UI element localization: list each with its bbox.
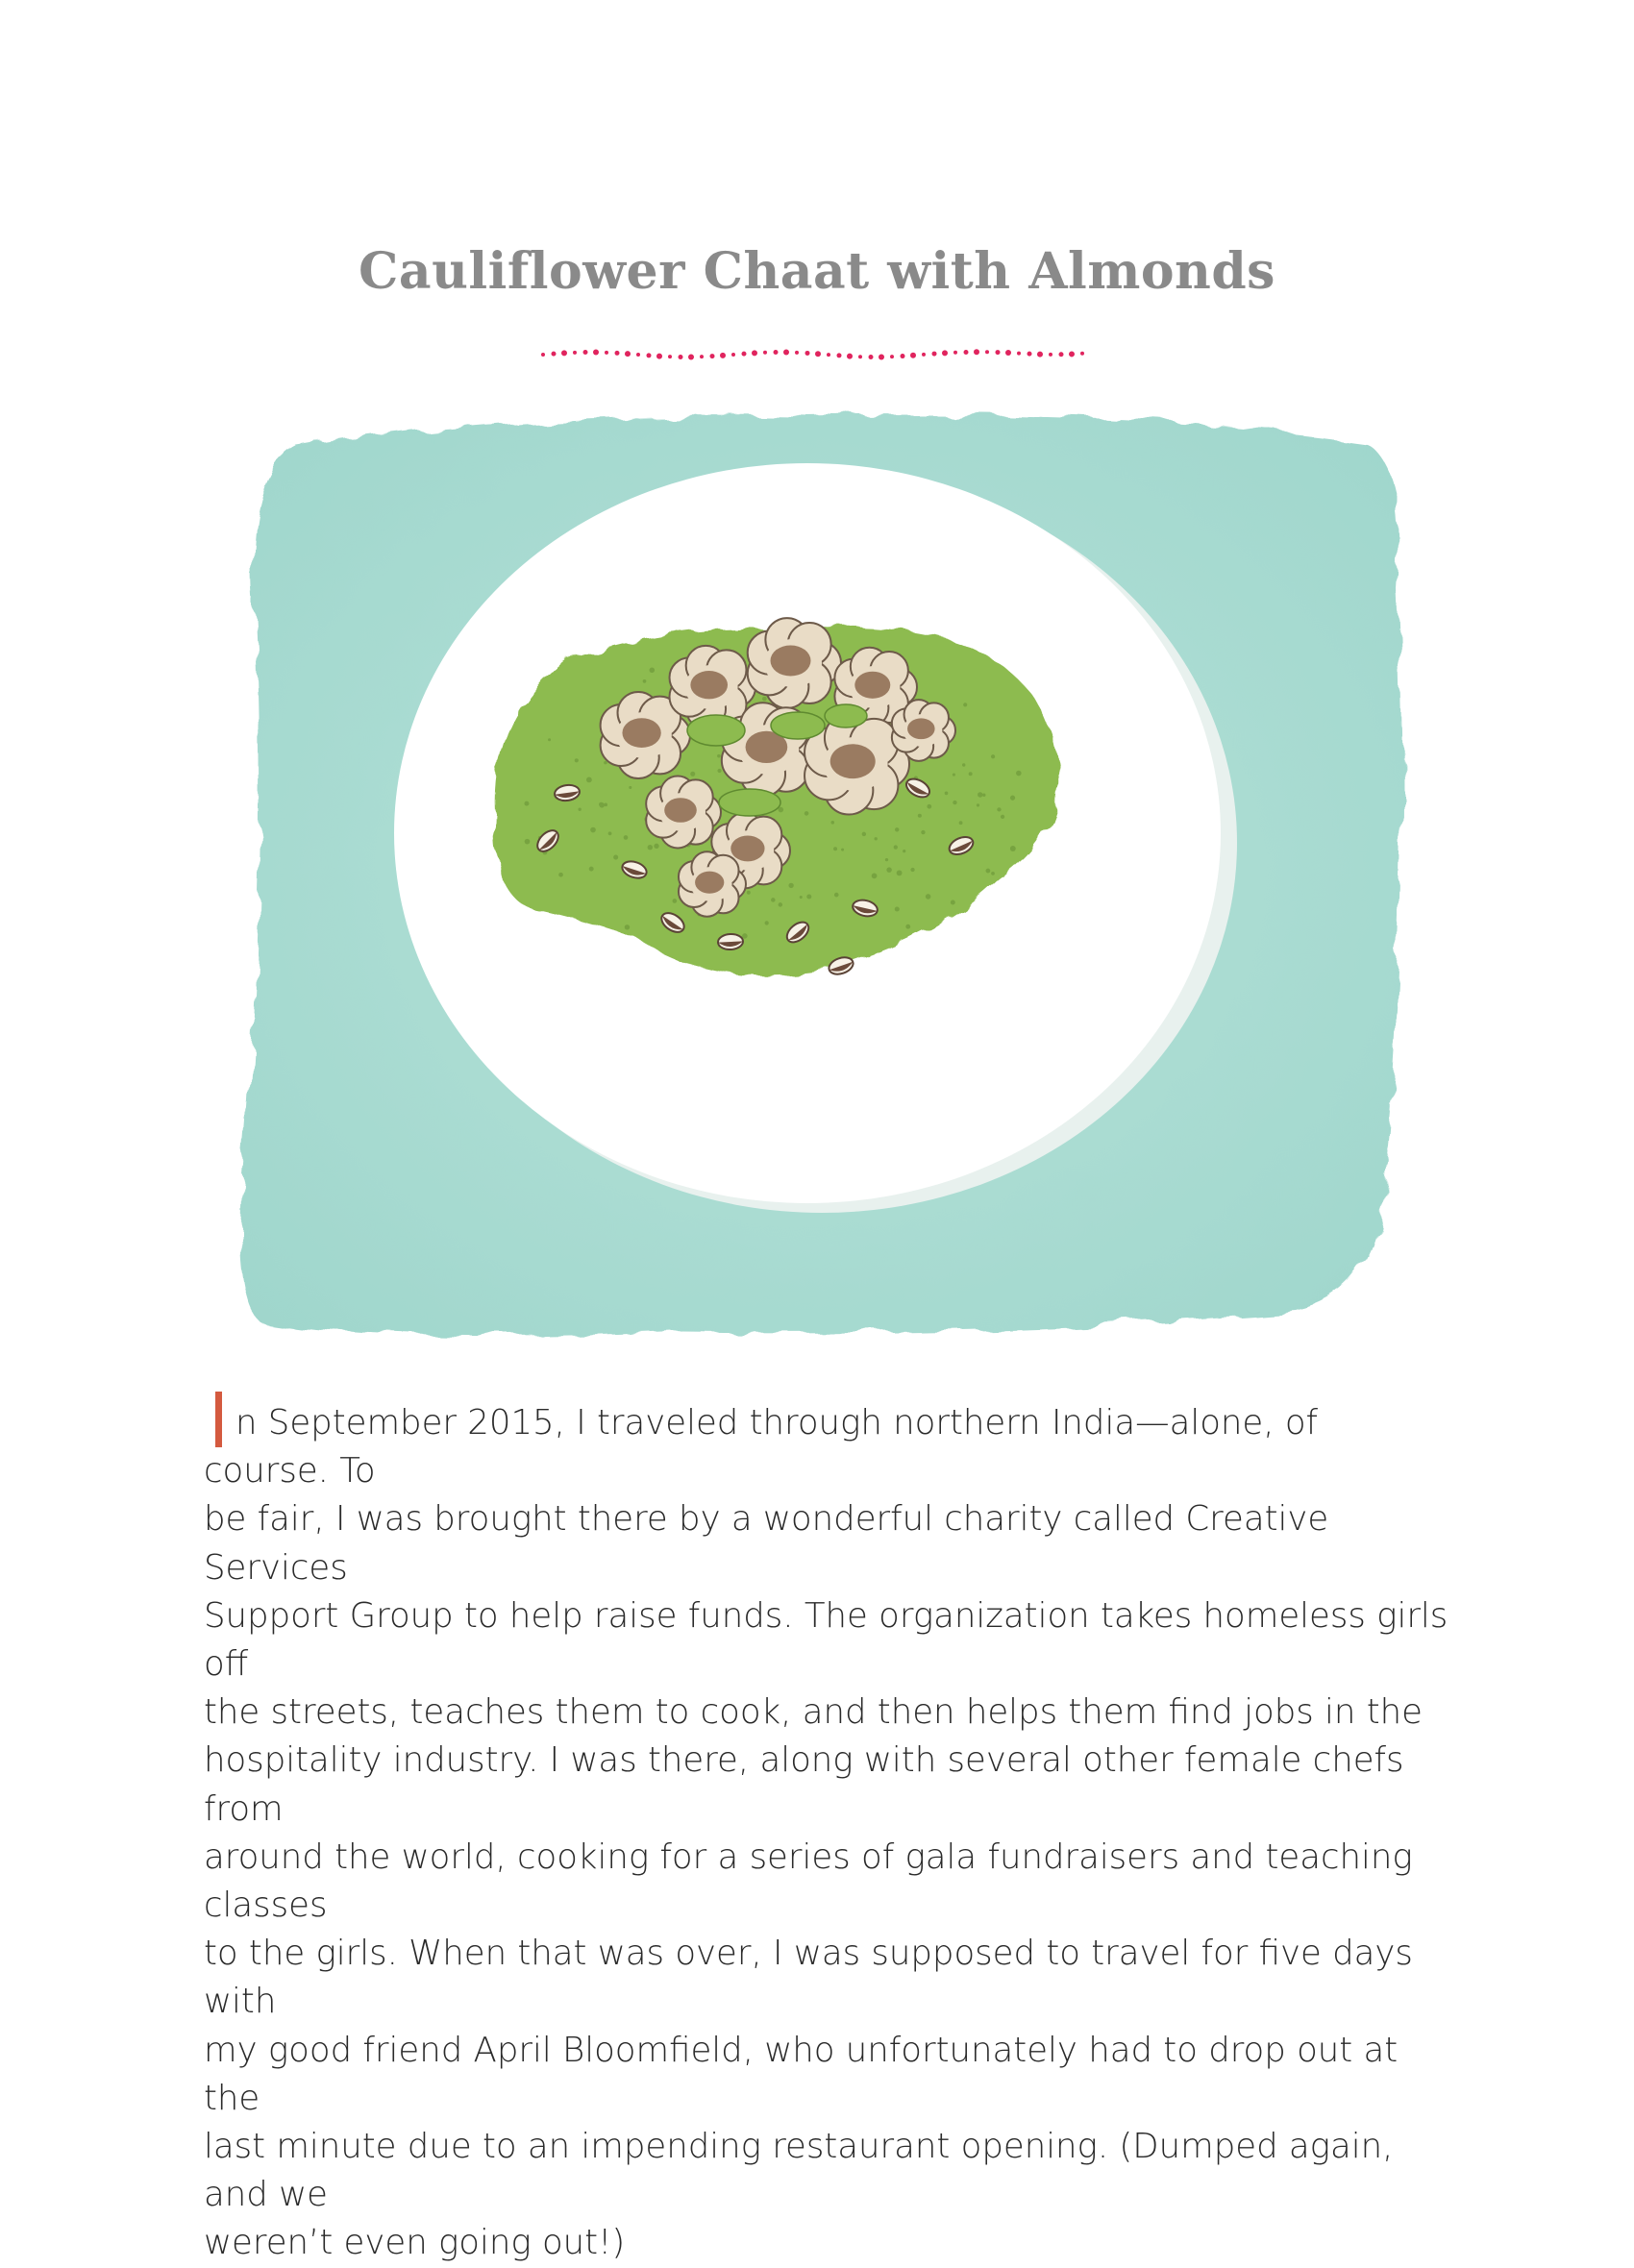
herb-speck bbox=[885, 858, 888, 861]
herb-speck bbox=[779, 902, 783, 907]
herb-speck bbox=[558, 873, 563, 877]
herb-speck bbox=[895, 827, 899, 831]
divider-dot bbox=[996, 350, 1001, 355]
herb-speck bbox=[945, 792, 949, 796]
divider-dot bbox=[583, 350, 588, 355]
divider-dot bbox=[688, 354, 694, 359]
divider-dot bbox=[922, 353, 926, 357]
drop-cap bbox=[215, 1392, 222, 1447]
herb-speck bbox=[830, 821, 834, 825]
divider-dot bbox=[837, 353, 842, 357]
herb-speck bbox=[613, 854, 618, 859]
herb-speck bbox=[951, 900, 955, 905]
divider-dot bbox=[953, 351, 957, 355]
divider-dot bbox=[573, 351, 577, 355]
divider-dot bbox=[615, 351, 620, 356]
herb-speck bbox=[1016, 771, 1022, 777]
herb-speck bbox=[643, 679, 647, 683]
divider-dot bbox=[552, 352, 557, 357]
herb-speck bbox=[590, 827, 596, 833]
sauce-dab bbox=[687, 715, 745, 746]
sauce-dab bbox=[825, 704, 867, 727]
divider-dot bbox=[710, 354, 715, 358]
herb-speck bbox=[1001, 815, 1004, 819]
herb-speck bbox=[872, 873, 878, 878]
herb-speck bbox=[788, 883, 793, 888]
herb-speck bbox=[895, 906, 900, 911]
intro-paragraph bbox=[204, 1392, 1453, 2268]
herb-speck bbox=[599, 802, 604, 807]
herb-speck bbox=[608, 831, 612, 835]
herb-speck bbox=[624, 835, 629, 840]
divider-dot bbox=[974, 349, 979, 355]
herb-speck bbox=[978, 792, 982, 797]
herb-speck bbox=[886, 867, 891, 872]
divider-dot bbox=[742, 352, 747, 357]
herb-speck bbox=[625, 924, 630, 929]
divider-dot bbox=[932, 352, 937, 357]
herb-speck bbox=[874, 837, 877, 840]
page-title: Cauliflower Chaat with Almonds bbox=[359, 242, 1275, 301]
herb-speck bbox=[717, 754, 721, 758]
divider-dot bbox=[879, 354, 884, 359]
herb-speck bbox=[586, 777, 592, 782]
divider-dot bbox=[720, 353, 726, 358]
divider-dot bbox=[869, 355, 874, 359]
divider-dot bbox=[805, 351, 810, 356]
herb-speck bbox=[579, 808, 582, 811]
divider-dot bbox=[858, 355, 862, 358]
herb-speck bbox=[897, 870, 903, 875]
divider-dot bbox=[774, 350, 779, 355]
almond-slice bbox=[718, 933, 744, 949]
divider-dot bbox=[827, 353, 830, 357]
herb-speck bbox=[918, 814, 922, 818]
divider-dot bbox=[783, 350, 789, 356]
cauliflower-floret bbox=[646, 777, 721, 849]
divider-dot bbox=[700, 355, 704, 358]
herb-speck bbox=[991, 872, 995, 875]
cauliflower-floret bbox=[892, 700, 955, 761]
herb-speck bbox=[762, 697, 767, 702]
divider-dot bbox=[1049, 353, 1052, 357]
divider-dot bbox=[901, 354, 905, 358]
herb-speck bbox=[742, 933, 748, 939]
herb-speck bbox=[648, 845, 653, 850]
herb-speck bbox=[654, 844, 658, 849]
dotted-divider bbox=[538, 341, 1096, 364]
intro-line: Support Group to help raise funds. The organization takes homeless girls off bbox=[204, 1595, 1448, 1685]
divider-dot bbox=[668, 355, 672, 358]
sauce-dab bbox=[719, 789, 780, 816]
intro-line: be fair, I was brought there by a wonderful charity called Creative Services bbox=[204, 1499, 1329, 1588]
herb-speck bbox=[604, 761, 607, 765]
herb-speck bbox=[629, 786, 631, 789]
intro-line: to the girls. When that was over, I was supposed to travel for five days with bbox=[204, 1934, 1413, 2022]
intro-line: hospitality industry. I was there, along with several other female chefs from bbox=[204, 1740, 1404, 1829]
divider-dot bbox=[731, 353, 735, 357]
divider-dot bbox=[679, 355, 683, 359]
divider-dot bbox=[1059, 352, 1064, 357]
intro-line: my good friend April Bloomfield, who unfortunately had to drop out at the bbox=[204, 2030, 1399, 2118]
divider-dot bbox=[1069, 351, 1075, 357]
herb-speck bbox=[1010, 796, 1015, 801]
divider-dot bbox=[985, 350, 989, 354]
herb-speck bbox=[927, 804, 931, 809]
divider-dot bbox=[942, 350, 948, 356]
herb-speck bbox=[604, 802, 607, 806]
herb-speck bbox=[1010, 846, 1016, 851]
herb-speck bbox=[910, 868, 914, 872]
herb-speck bbox=[959, 821, 963, 825]
intro-line: n September 2015, I traveled through northern India—alone, of course. To bbox=[204, 1403, 1319, 1491]
divider-dot bbox=[1027, 352, 1032, 357]
cauliflower-floret bbox=[679, 851, 746, 916]
herb-speck bbox=[921, 830, 925, 834]
divider-dot bbox=[625, 351, 631, 357]
divider-dot bbox=[910, 353, 916, 358]
divider-dot bbox=[752, 350, 757, 356]
herb-speck bbox=[525, 839, 531, 845]
herb-speck bbox=[575, 758, 579, 762]
herb-speck bbox=[991, 754, 995, 758]
herb-speck bbox=[672, 899, 677, 903]
intro-line: the streets, teaches them to cook, and then helps them find jobs in the bbox=[204, 1692, 1423, 1733]
intro-line: last minute due to an impending restaurant opening. (Dumped again, and we bbox=[204, 2127, 1394, 2215]
herb-speck bbox=[953, 801, 956, 804]
intro-line: around the world, cooking for a series of gala fundraisers and teaching classes bbox=[204, 1837, 1413, 1926]
divider-dot bbox=[763, 351, 767, 355]
divider-dot bbox=[964, 350, 969, 355]
herb-speck bbox=[903, 850, 905, 852]
divider-dot bbox=[890, 355, 894, 358]
sauce-dab bbox=[771, 712, 825, 739]
plate-illustration bbox=[231, 399, 1423, 1350]
divider-dot bbox=[605, 351, 608, 355]
herb-speck bbox=[834, 893, 839, 898]
herb-speck bbox=[771, 898, 776, 902]
herb-speck bbox=[894, 845, 898, 849]
divider-dot bbox=[647, 353, 652, 357]
divider-dot bbox=[1037, 352, 1043, 357]
cauliflower-floret bbox=[748, 618, 841, 708]
herb-speck bbox=[862, 832, 866, 836]
herb-speck bbox=[800, 896, 803, 899]
intro-line: weren’t even going out!) bbox=[204, 2223, 626, 2263]
herb-speck bbox=[969, 772, 973, 776]
divider-dot bbox=[815, 351, 821, 357]
herb-speck bbox=[953, 774, 955, 777]
herb-speck bbox=[717, 769, 721, 773]
herb-speck bbox=[548, 738, 551, 741]
herb-speck bbox=[765, 921, 769, 924]
herb-speck bbox=[833, 847, 837, 850]
herb-speck bbox=[905, 924, 910, 929]
herb-speck bbox=[962, 763, 965, 766]
divider-dot bbox=[1080, 352, 1084, 356]
herb-speck bbox=[982, 794, 985, 797]
divider-dot bbox=[1005, 350, 1011, 356]
divider-dot bbox=[593, 350, 599, 356]
herb-speck bbox=[747, 891, 751, 895]
divider-dot bbox=[561, 350, 567, 356]
herb-speck bbox=[649, 667, 655, 673]
divider-dot bbox=[656, 354, 662, 359]
divider-dot bbox=[541, 353, 545, 357]
herb-speck bbox=[690, 772, 695, 777]
herb-speck bbox=[805, 811, 809, 816]
herb-speck bbox=[589, 867, 594, 872]
herb-speck bbox=[524, 801, 529, 806]
herb-speck bbox=[806, 894, 811, 899]
herb-speck bbox=[986, 869, 991, 874]
divider-dot bbox=[636, 353, 640, 357]
herb-speck bbox=[963, 703, 967, 706]
herb-speck bbox=[997, 807, 1001, 811]
herb-speck bbox=[841, 849, 844, 851]
divider-dot bbox=[1017, 352, 1021, 356]
herb-speck bbox=[926, 894, 931, 900]
herb-speck bbox=[977, 803, 979, 806]
divider-dot bbox=[795, 351, 799, 355]
divider-dot bbox=[847, 354, 853, 359]
